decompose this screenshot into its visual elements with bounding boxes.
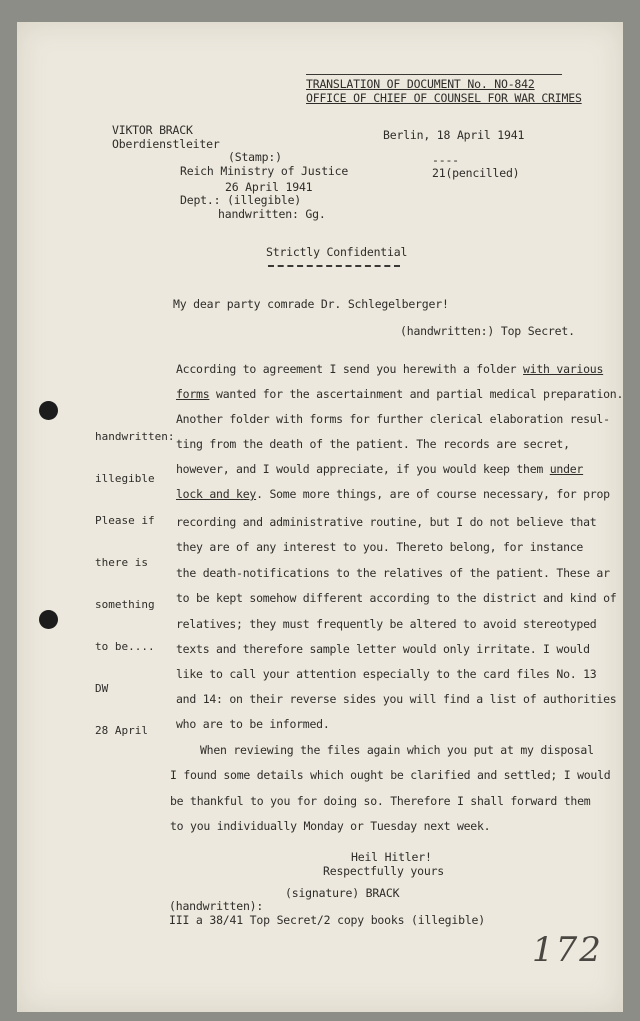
body-text: however, and I would appreciate, if you would keep them xyxy=(176,462,550,476)
sender-name: VIKTOR BRACK xyxy=(112,123,193,137)
body-line: Another folder with forms for further clerical elaboration resul- xyxy=(176,412,610,426)
body-line: texts and therefore sample letter would only irritate. I would xyxy=(176,642,590,656)
body-underlined: with various xyxy=(523,362,604,376)
sender-title: Oberdienstleiter xyxy=(112,137,220,151)
closing-heil: Heil Hitler! xyxy=(351,850,432,864)
margin-note-line: something xyxy=(95,598,155,611)
body-line xyxy=(176,362,603,376)
margin-note-line: to be.... xyxy=(95,640,155,653)
body-underlined: under xyxy=(549,462,584,476)
closing-respectfully: Respectfully yours xyxy=(323,864,445,878)
pencilled-dashes: ---- xyxy=(432,153,459,167)
body-line: be thankful to you for doing so. Therefore I shall forward them xyxy=(170,794,591,808)
body-line: When reviewing the files again which you put at my disposal xyxy=(200,743,594,757)
header-translation-line: TRANSLATION OF DOCUMENT No. NO-842 xyxy=(306,77,535,91)
body-text: . Some more things, are of course necessary, for prop xyxy=(256,487,610,501)
body-line xyxy=(176,487,610,501)
body-text: wanted for the ascertainment and partial medical preparation. xyxy=(209,387,624,401)
page-number: 172 xyxy=(532,930,603,970)
header-office-line: OFFICE OF CHIEF OF COUNSEL FOR WAR CRIMES xyxy=(306,91,582,105)
body-line: to be kept somehow different according to the district and kind of xyxy=(176,591,617,605)
handwritten-top-secret: (handwritten:) Top Secret. xyxy=(400,324,575,338)
body-line: to you individually Monday or Tuesday next week. xyxy=(170,819,491,833)
body-line: recording and administrative routine, but I do not believe that xyxy=(176,515,597,529)
stamp-date: 26 April 1941 xyxy=(225,180,313,194)
margin-note-line: DW xyxy=(95,682,109,695)
body-line xyxy=(176,462,583,476)
stamp-dept: Dept.: (illegible) xyxy=(180,193,302,207)
punch-hole-bottom xyxy=(39,610,58,629)
body-line: the death-notifications to the relatives of the patient. These ar xyxy=(176,566,610,580)
classification-underline xyxy=(268,265,400,267)
body-underlined: forms xyxy=(176,387,210,401)
classification-heading: Strictly Confidential xyxy=(266,245,408,259)
body-line xyxy=(176,387,623,401)
punch-hole-top xyxy=(39,401,58,420)
body-line: ting from the death of the patient. The records are secret, xyxy=(176,437,570,451)
margin-note xyxy=(95,402,174,752)
footer-handwritten-label: (handwritten): xyxy=(169,899,264,913)
stamp-ministry: Reich Ministry of Justice xyxy=(180,164,349,178)
date-line: Berlin, 18 April 1941 xyxy=(383,128,525,142)
signature-line: (signature) BRACK xyxy=(285,886,400,900)
margin-note-line: illegible xyxy=(95,472,155,485)
stamp-label: (Stamp:) xyxy=(228,150,282,164)
margin-note-line: Please if xyxy=(95,514,155,527)
body-line: like to call your attention especially to the card files No. 13 xyxy=(176,667,597,681)
header-top-rule xyxy=(306,74,562,75)
stamp-handwritten: handwritten: Gg. xyxy=(218,207,326,221)
footer-reference: III a 38/41 Top Secret/2 copy books (illegible) xyxy=(169,913,486,927)
body-line: and 14: on their reverse sides you will find a list of authorities xyxy=(176,692,617,706)
salutation: My dear party comrade Dr. Schlegelberger! xyxy=(173,297,449,311)
body-underlined: lock and key xyxy=(176,487,257,501)
body-line: they are of any interest to you. Thereto belong, for instance xyxy=(176,540,584,554)
margin-note-line: there is xyxy=(95,556,148,569)
pencilled-number: 21(pencilled) xyxy=(432,166,520,180)
margin-note-line: 28 April xyxy=(95,724,148,737)
margin-note-line: handwritten: xyxy=(95,430,175,443)
body-line: who are to be informed. xyxy=(176,717,330,731)
body-line: relatives; they must frequently be altered to avoid stereotyped xyxy=(176,617,597,631)
body-line: I found some details which ought be clarified and settled; I would xyxy=(170,768,611,782)
body-text: According to agreement I send you herewith a folder xyxy=(176,362,524,376)
